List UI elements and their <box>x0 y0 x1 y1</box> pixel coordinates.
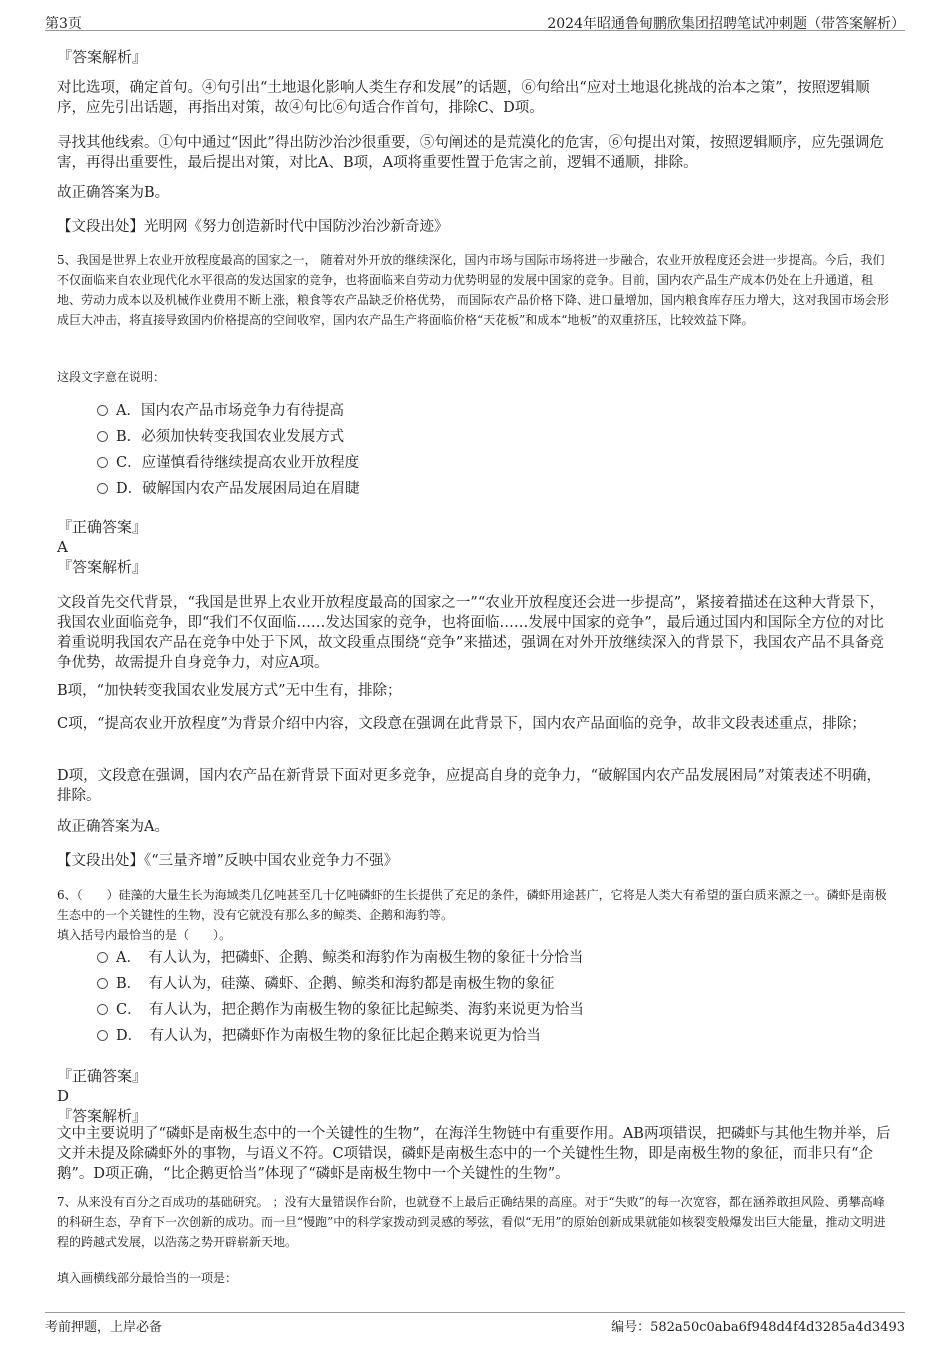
q6-option-c-label: C． 有人认为，把企鹅作为南极生物的象征比起鲸类、海豹来说更为恰当 <box>116 1002 584 1018</box>
q5-answer: A <box>57 538 68 556</box>
q6-stem: 6、（ ）硅藻的大量生长为海域类几亿吨甚至几十亿吨磷虾的生长提供了充足的条件，磷虾用途甚广，它将是人类大有希望的蛋白质来源之一。磷虾是南极生态中的一个关键性的生物，没有它就没有那么多的鲸类、企鹅和海豹等。 <box>57 888 887 922</box>
q5-conclusion: 故正确答案为A。 <box>57 819 169 835</box>
footer-slogan: 考前押题，上岸必备 <box>45 1320 163 1335</box>
q5-option-b-label: B．必须加快转变我国农业发展方式 <box>116 429 345 445</box>
page-footer <box>45 1312 905 1335</box>
radio-icon[interactable] <box>97 1030 108 1041</box>
q5-analysis-paragraph-2: B项，“加快转变我国农业发展方式”无中生有，排除； <box>57 683 402 699</box>
q5-option-a[interactable] <box>97 402 344 420</box>
q6-option-b-label: B． 有人认为，硅藻、磷虾、企鹅、鲸类和海豹都是南极生物的象征 <box>116 976 555 992</box>
q5-answer-label: 『正确答案』 <box>57 518 148 536</box>
q5-stem: 5、我国是世界上农业开放程度最高的国家之一， 随着对外开放的继续深化，国内市场与国际市场将进一步融合，农业开放程度还会进一步提高。今后，我们不仅面临来自农业现代化水平很高的发达国家的竞争，也将面临来自劳动力优势明显的发展中国家的竞争。目前，国内农产品生产成本仍处在上升通道，租地、劳动力成本以及机械作业费用不断上涨，粮食等农产品缺乏价格优势， 而国际农产品价格下降、进口量增加，国内粮食库存压力增大，这对我国市场会形成巨大冲击，将直接导致国内价格提高的空间收窄，国内农产品生产将面临价格“天花板”和成本“地板”的双重挤压，比较效益下降。 <box>57 253 889 327</box>
radio-icon[interactable] <box>97 978 108 989</box>
page-header <box>45 0 905 31</box>
radio-icon[interactable] <box>97 457 108 468</box>
radio-icon[interactable] <box>97 483 108 494</box>
q6-answer-label: 『正确答案』 <box>57 1067 148 1085</box>
radio-icon[interactable] <box>97 431 108 442</box>
q6-option-b[interactable] <box>97 975 554 993</box>
q5-source: 【文段出处】《“三量齐增”反映中国农业竞争力不强》 <box>57 853 399 869</box>
q6-question: 填入括号内最恰当的是（ ）。 <box>57 928 232 942</box>
q6-analysis-label: 『答案解析』 <box>57 1107 148 1125</box>
q6-option-a-label: A． 有人认为，把磷虾、企鹅、鲸类和海豹作为南极生物的象征十分恰当 <box>116 950 584 966</box>
q4-analysis-paragraph-2: 寻找其他线索。①句中通过“因此”得出防沙治沙很重要，⑤句阐述的是荒漠化的危害，⑥句提出对策，按照逻辑顺序，应先强调危害，再得出重要性，最后提出对策，对比A、B项，A项将重要性置于危害之前，逻辑不通顺，排除。 <box>57 135 884 171</box>
radio-icon[interactable] <box>97 952 108 963</box>
q5-option-c[interactable] <box>97 454 359 472</box>
q5-analysis-paragraph-3: C项，“提高农业开放程度”为背景介绍中内容，文段意在强调在此背景下，国内农产品面临的竞争，故非文段表述重点，排除； <box>57 716 866 732</box>
page-number: 第3页 <box>45 16 82 32</box>
q6-option-a[interactable] <box>97 949 583 967</box>
q5-option-d[interactable] <box>97 480 360 498</box>
q5-question: 这段文字意在说明： <box>57 370 166 384</box>
document-code: 编号：582a50c0aba6f948d4f4d3285a4d3493 <box>611 1320 905 1335</box>
radio-icon[interactable] <box>97 1004 108 1015</box>
q4-source: 【文段出处】光明网《努力创造新时代中国防沙治沙新奇迹》 <box>57 219 449 235</box>
q7-stem: 7、从来没有百分之百成功的基础研究。 ；没有大量错误作台阶，也就登不上最后正确结果的高座。对于“失败”的每一次宽容，都在涵养敢担风险、勇攀高峰的科研生态，孕育下一次创新的成功。而一旦“慢跑”中的科学家拨动到灵感的琴弦，看似“无用”的原始创新成果就能如核裂变般爆发出巨大能量，推动文明进程的跨越式发展，以浩荡之势开辟崭新天地。 <box>57 1195 886 1249</box>
q4-conclusion: 故正确答案为B。 <box>57 185 170 201</box>
q6-answer: D <box>57 1087 70 1105</box>
q4-analysis-paragraph-1: 对比选项，确定首句。④句引出“土地退化影响人类生存和发展”的话题，⑥句给出“应对土地退化挑战的治本之策”，按照逻辑顺序，应先引出话题，再指出对策，故④句比⑥句适合作首句，排除C、D项。 <box>57 80 870 116</box>
q5-option-c-label: C．应谨慎看待继续提高农业开放程度 <box>116 455 360 471</box>
q5-analysis-label: 『答案解析』 <box>57 558 148 576</box>
q6-option-d[interactable] <box>97 1027 541 1045</box>
q5-option-a-label: A．国内农产品市场竞争力有待提高 <box>116 403 344 419</box>
q7-question: 填入画横线部分最恰当的一项是： <box>57 1271 238 1285</box>
q5-option-d-label: D．破解国内农产品发展困局迫在眉睫 <box>116 481 360 497</box>
q5-analysis-paragraph-4: D项，文段意在强调，国内农产品在新背景下面对更多竞争，应提高自身的竞争力，“破解国内农产品发展困局”对策表述不明确，排除。 <box>57 768 881 804</box>
radio-icon[interactable] <box>97 405 108 416</box>
document-title: 2024年昭通鲁甸鹏欣集团招聘笔试冲刺题（带答案解析） <box>547 16 905 32</box>
q5-analysis-paragraph-1: 文段首先交代背景，“我国是世界上农业开放程度最高的国家之一”“农业开放程度还会进一步提高”，紧接着描述在这种大背景下，我国农业面临竞争，即“我们不仅面临……发达国家的竞争，也将面临……发展中国家的竞争”，最后通过国内和国际全方位的对比着重说明我国农产品在竞争中处于下风，故文段重点围绕“竞争”来描述，强调在对外开放继续深入的背景下，我国农产品不具备竞争优势，故需提升自身竞争力，对应A项。 <box>57 595 885 671</box>
q6-option-c[interactable] <box>97 1001 584 1019</box>
q5-option-b[interactable] <box>97 428 344 446</box>
q6-option-d-label: D． 有人认为，把磷虾作为南极生物的象征比起企鹅来说更为恰当 <box>116 1028 541 1044</box>
q6-analysis: 文中主要说明了“磷虾是南极生态中的一个关键性的生物”，在海洋生物链中有重要作用。AB两项错误，把磷虾与其他生物并举，后文并未提及除磷虾外的事物，与语义不符。C项错误，磷虾是南极生态中的一个关键性生物，即是南极生物的象征，而非只有“企鹅”。D项正确，“比企鹅更恰当”体现了“磷虾是南极生物中一个关键性的生物”。 <box>57 1126 891 1182</box>
q4-analysis-label: 『答案解析』 <box>57 48 148 66</box>
